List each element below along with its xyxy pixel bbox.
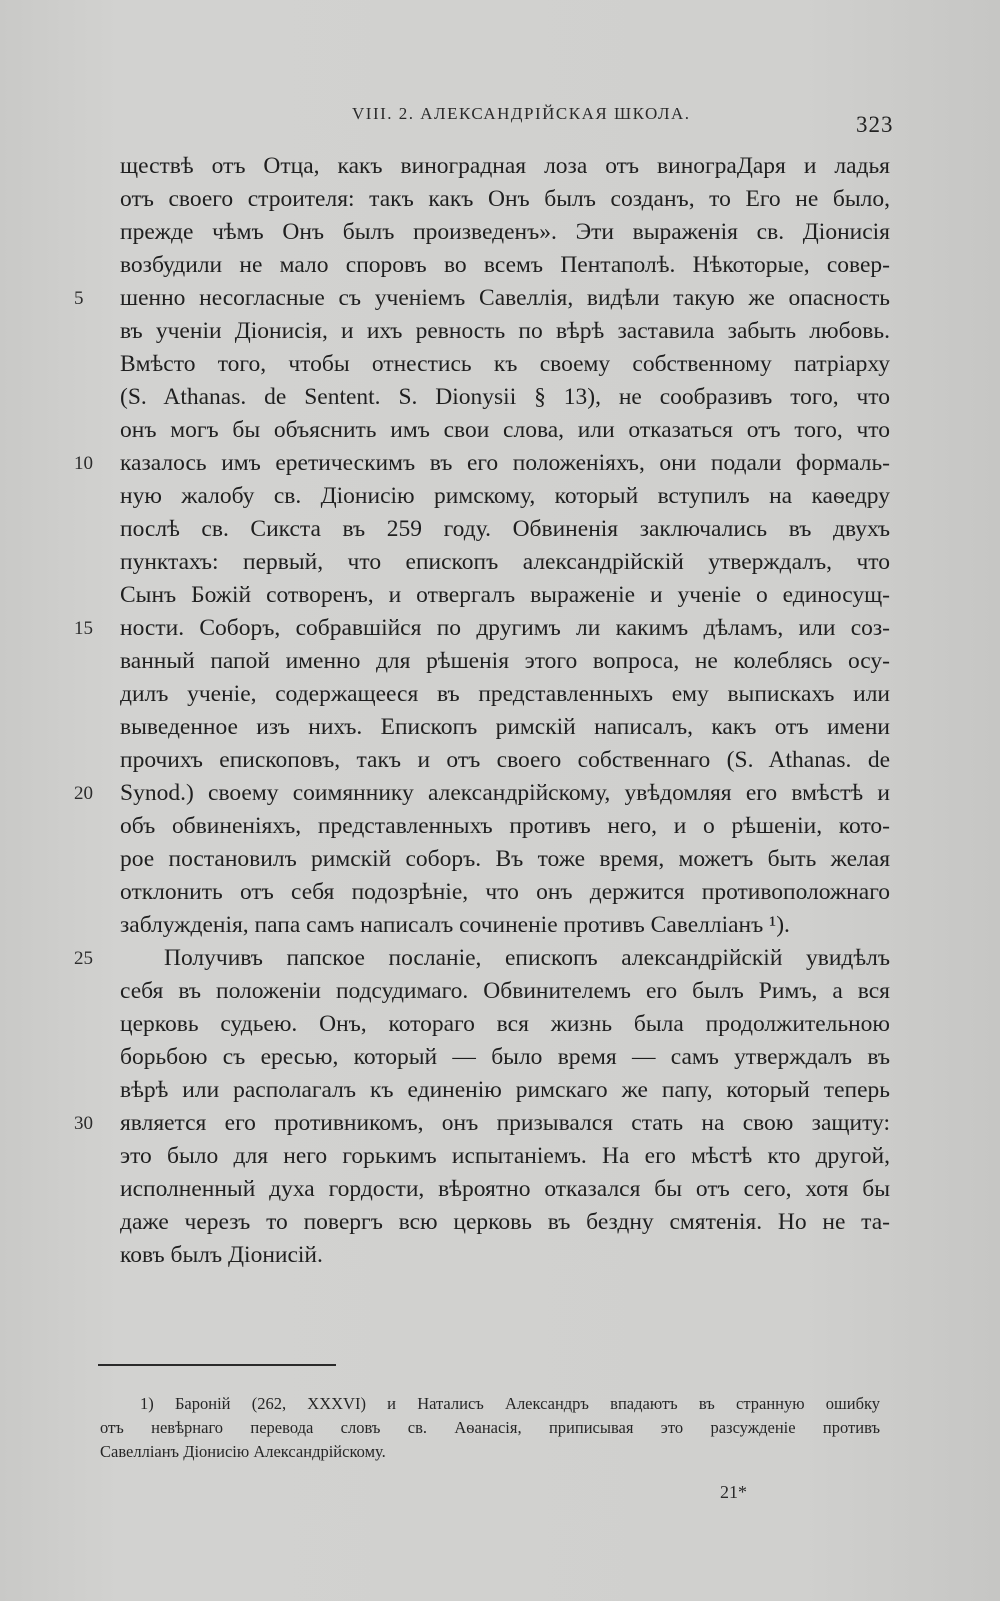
text-line: рое постановилъ римскій соборъ. Въ тоже время, можетъ быть желая	[120, 846, 890, 872]
line-number: 20	[74, 783, 93, 804]
text-line: ную жалобу св. Діонисію римскому, который вступилъ на каѳедру	[120, 483, 890, 509]
text-line: Получивъ папское посланіе, епископъ александрійскій увидѣлъ	[164, 945, 890, 971]
page-header	[0, 104, 1000, 137]
text-line: ности. Соборъ, собравшійся по другимъ ли какимъ дѣламъ, или соз-	[120, 615, 890, 641]
text-line: является его противникомъ, онъ призывался стать на свою защиту:	[120, 1110, 890, 1136]
text-line: ванный папой именно для рѣшенія этого вопроса, не колеблясь осу-	[120, 648, 890, 674]
text-line: исполненный духа гордости, вѣроятно отказался бы отъ сего, хотя бы	[120, 1176, 890, 1202]
text-line: выведенное изъ нихъ. Епископъ римскій написалъ, какъ отъ имени	[120, 714, 890, 740]
text-line: казалось имъ еретическимъ въ его положеніяхъ, они подали формаль-	[120, 450, 890, 476]
text-line: Вмѣсто того, чтобы отнестись къ своему собственному патріарху	[120, 351, 890, 377]
text-line: это было для него горькимъ испытаніемъ. На его мѣстѣ кто другой,	[120, 1143, 890, 1169]
line-number: 25	[74, 948, 93, 969]
text-line: отклонить отъ себя подозрѣніе, что онъ держится противоположнаго	[120, 879, 890, 905]
text-line: пунктахъ: первый, что епископъ александрійскій утверждалъ, что	[120, 549, 890, 575]
text-line: прежде чѣмъ Онъ былъ произведенъ». Эти выраженія св. Діонисія	[120, 219, 890, 245]
text-line: прочихъ епископовъ, такъ и отъ своего собственнаго (S. Athanas. de	[120, 747, 890, 773]
text-line: (S. Athanas. de Sentent. S. Dionysii § 13), не сообразивъ того, что	[120, 384, 890, 410]
line-number: 30	[74, 1113, 93, 1134]
running-head: VIII. 2. АЛЕКСАНДРІЙСКАЯ ШКОЛА.	[352, 104, 691, 123]
text-line: дилъ ученіе, содержащееся въ представленныхъ ему выпискахъ или	[120, 681, 890, 707]
text-line: церковь судьею. Онъ, котораго вся жизнь была продолжительною	[120, 1011, 890, 1037]
text-line: въ ученіи Діонисія, и ихъ ревность по вѣрѣ заставила забыть любовь.	[120, 318, 890, 344]
text-line: заблужденія, папа самъ написалъ сочиненіе противъ Савелліанъ ¹).	[120, 912, 790, 938]
text-line: Сынъ Божій сотворенъ, и отвергалъ выраженіе и ученіе о единосущ-	[120, 582, 890, 608]
footnote-line: Савелліанъ Діонисію Александрійскому.	[100, 1442, 386, 1461]
text-line: послѣ св. Сикста въ 259 году. Обвиненія заключались въ двухъ	[120, 516, 890, 542]
text-line: ществѣ отъ Отца, какъ виноградная лоза отъ винограДаря и ладья	[120, 153, 890, 179]
text-line: борьбою съ ересью, который — было время — самъ утверждалъ въ	[120, 1044, 890, 1070]
footnote-rule	[98, 1364, 336, 1366]
footnote-line: отъ невѣрнаго перевода словъ св. Аѳанасія, приписывая это разсужденіе противъ	[100, 1418, 880, 1437]
signature-mark: 21*	[720, 1482, 747, 1502]
text-line: объ обвиненіяхъ, представленныхъ противъ него, и о рѣшеніи, кото-	[120, 813, 890, 839]
text-line: ковъ былъ Діонисій.	[120, 1242, 323, 1268]
text-line: себя въ положеніи подсудимаго. Обвинителемъ его былъ Римъ, а вся	[120, 978, 890, 1004]
text-line: шенно несогласные съ ученіемъ Савеллія, видѣли такую же опасность	[120, 285, 890, 311]
text-line: Synod.) своему соимяннику александрійскому, увѣдомляя его вмѣстѣ и	[120, 780, 890, 806]
text-line: отъ своего строителя: такъ какъ Онъ былъ созданъ, то Его не было,	[120, 186, 890, 212]
line-number: 10	[74, 453, 93, 474]
text-line: возбудили не мало споровъ во всемъ Пентаполѣ. Нѣкоторые, совер-	[120, 252, 890, 278]
page-number: 323	[856, 112, 894, 137]
text-line: онъ могъ бы объяснить имъ свои слова, или отказаться отъ того, что	[120, 417, 890, 443]
text-line: даже черезъ то повергъ всю церковь въ бездну смятенія. Но не та-	[120, 1209, 890, 1235]
line-number: 15	[74, 618, 93, 639]
line-number: 5	[74, 288, 84, 309]
text-line: вѣрѣ или располагалъ къ единенію римскаго же папу, который теперь	[120, 1077, 890, 1103]
footnote-line: 1) Бароній (262, XXXVI) и Наталисъ Александръ впадаютъ въ странную ошибку	[140, 1394, 880, 1413]
